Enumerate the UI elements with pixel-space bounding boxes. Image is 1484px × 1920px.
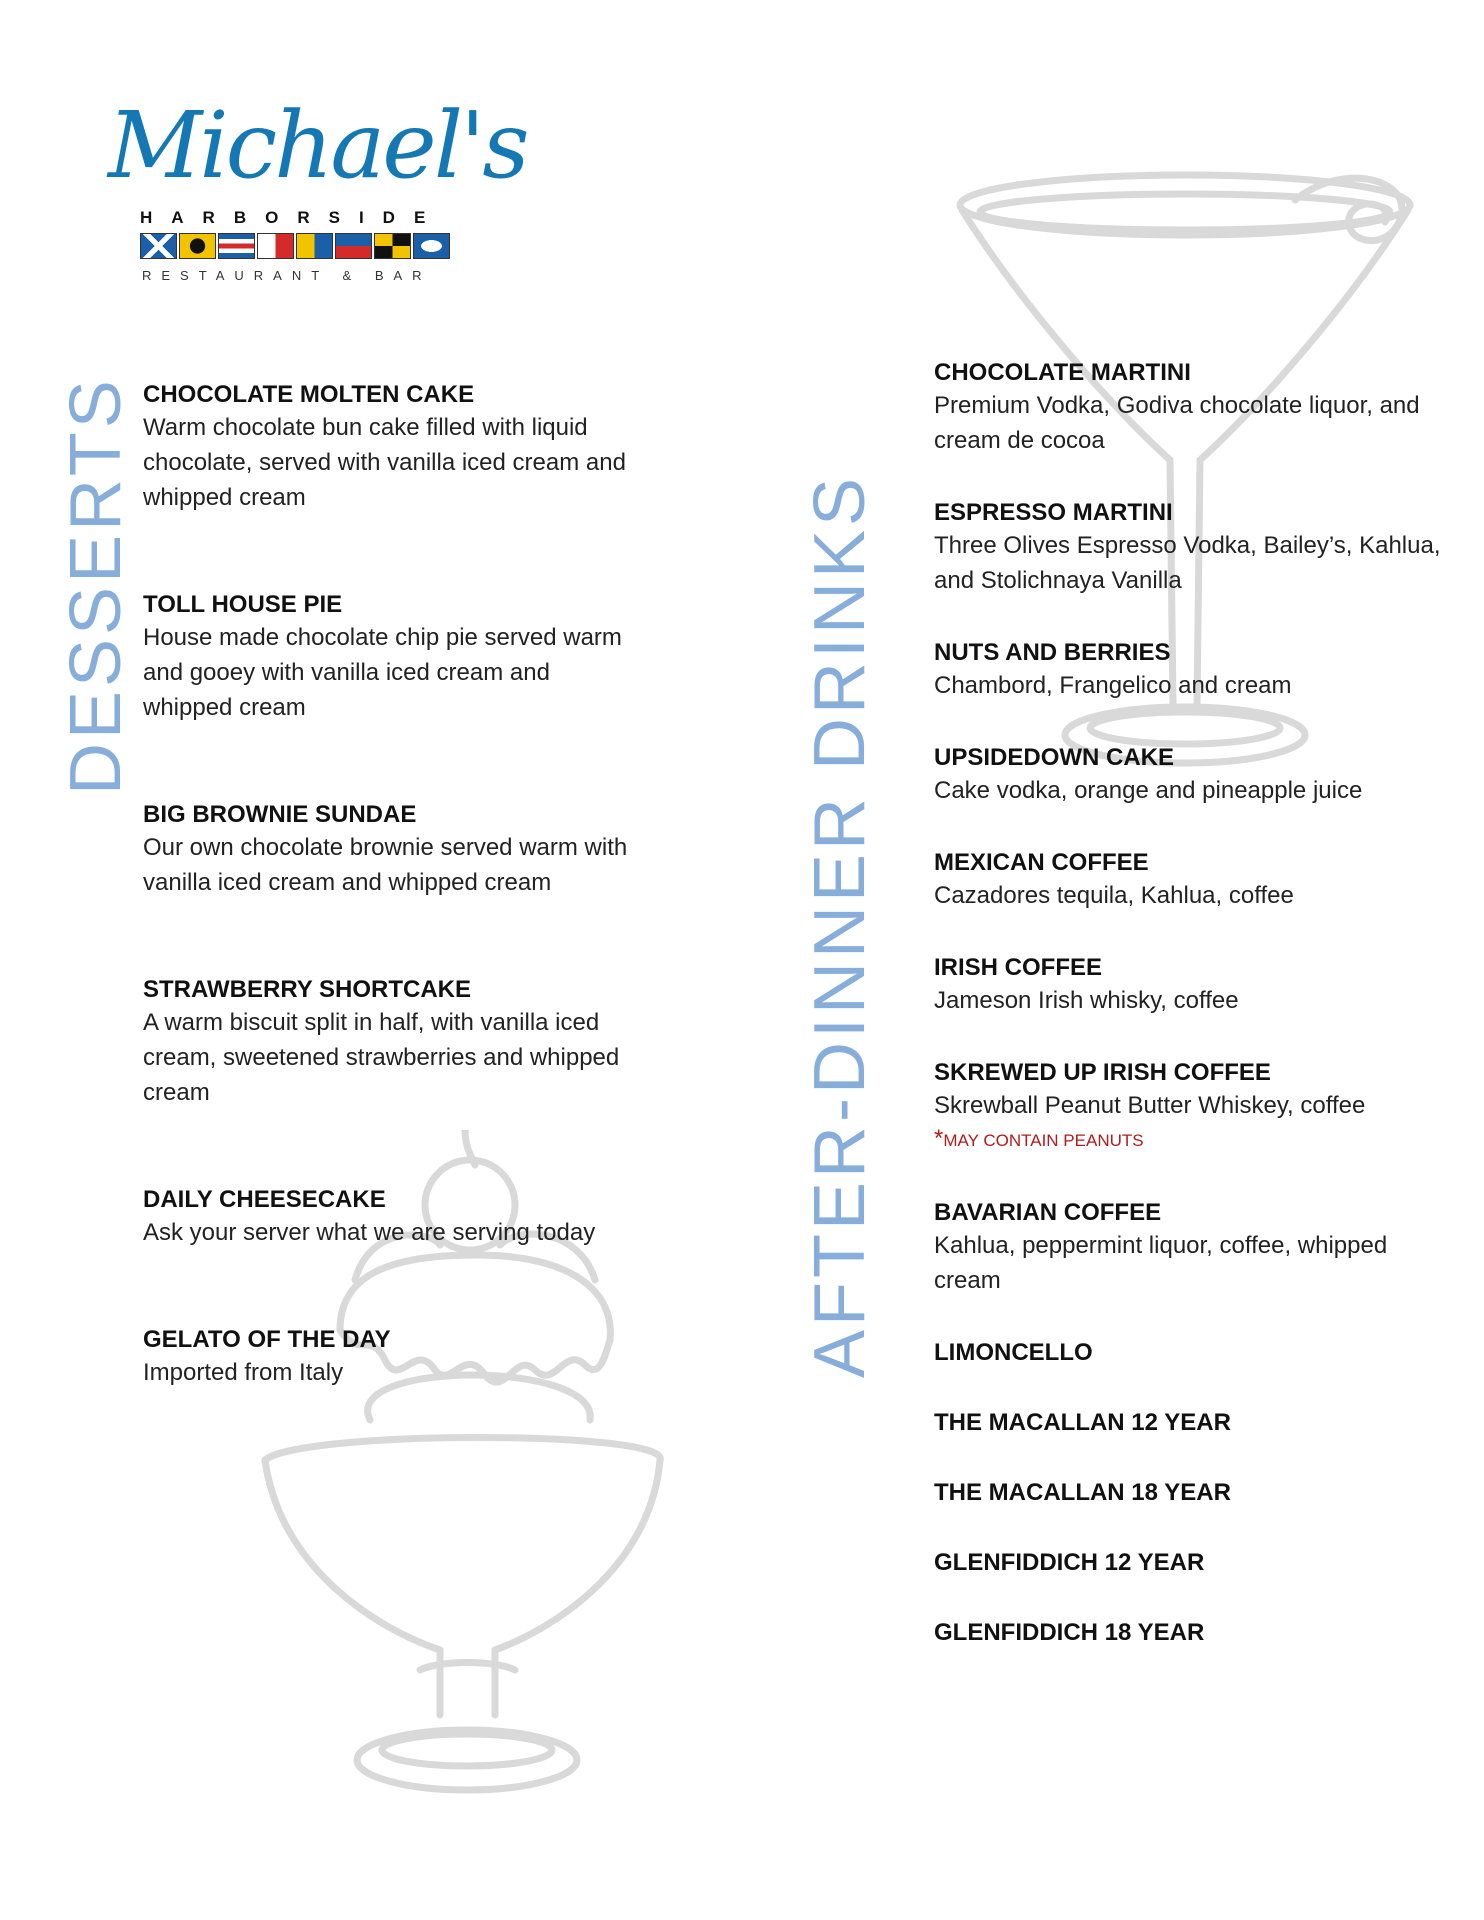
item-name: MEXICAN COFFEE: [934, 849, 1149, 876]
item-name: TOLL HOUSE PIE: [143, 591, 343, 618]
menu-item: [143, 590, 643, 725]
logo-harborside-text: HARBORSIDE: [140, 208, 445, 227]
item-name: ESPRESSO MARTINI: [934, 499, 1173, 526]
flag-h: [257, 233, 294, 259]
item-name: LIMONCELLO: [934, 1339, 1093, 1366]
logo-script-text: Michael's: [108, 92, 527, 199]
desserts-heading: DESSERTS: [56, 376, 136, 795]
logo-subtitle: RESTAURANT & BAR: [142, 268, 432, 283]
menu-item: [143, 975, 643, 1110]
item-description: Skrewball Peanut Butter Whiskey, coffee: [934, 1092, 1366, 1119]
flag-l: [374, 233, 411, 259]
flag-m: [140, 233, 177, 259]
item-description: Kahlua, peppermint liquor, coffee, whipped cream: [934, 1232, 1388, 1294]
menu-item: [934, 1058, 1454, 1153]
menu-item: [143, 380, 643, 515]
item-description: Ask your server what we are serving today: [143, 1219, 596, 1246]
item-description: Jameson Irish whisky, coffee: [934, 987, 1239, 1014]
item-name: BIG BROWNIE SUNDAE: [143, 801, 417, 828]
after-dinner-drinks-heading: AFTER-DINNER DRINKS: [800, 473, 880, 1378]
item-name: BAVARIAN COFFEE: [934, 1199, 1162, 1226]
menu-item: [143, 800, 643, 900]
allergy-warning-text: MAY CONTAIN PEANUTS: [943, 1131, 1144, 1150]
item-description: Our own chocolate brownie served warm with vanilla iced cream and whipped cream: [143, 834, 628, 896]
menu-item: [934, 1338, 1454, 1368]
menu-item: [934, 1618, 1454, 1648]
item-name: CHOCOLATE MOLTEN CAKE: [143, 381, 475, 408]
item-description: Cake vodka, orange and pineapple juice: [934, 777, 1363, 804]
allergy-warning: [934, 1127, 1454, 1153]
item-description: Premium Vodka, Godiva chocolate liquor, and cream de cocoa: [934, 392, 1420, 454]
item-name: NUTS AND BERRIES: [934, 639, 1171, 666]
item-description: Chambord, Frangelico and cream: [934, 672, 1292, 699]
item-name: GLENFIDDICH 12 YEAR: [934, 1549, 1205, 1576]
menu-item: [934, 1408, 1454, 1438]
item-description: A warm biscuit split in half, with vanilla iced cream, sweetened strawberries and whipped cream: [143, 1009, 620, 1106]
flag-c: [218, 233, 255, 259]
item-name: THE MACALLAN 12 YEAR: [934, 1409, 1231, 1436]
martini-glass-watermark: [945, 160, 1484, 800]
menu-item: [934, 358, 1454, 458]
menu-item: [934, 1198, 1454, 1298]
item-description: Warm chocolate bun cake filled with liquid chocolate, served with vanilla iced cream and whipped cream: [143, 414, 626, 511]
item-name: CHOCOLATE MARTINI: [934, 359, 1191, 386]
item-description: Three Olives Espresso Vodka, Bailey’s, Kahlua, and Stolichnaya Vanilla: [934, 532, 1441, 594]
item-name: GELATO OF THE DAY: [143, 1326, 391, 1353]
item-description: Cazadores tequila, Kahlua, coffee: [934, 882, 1294, 909]
item-name: UPSIDEDOWN CAKE: [934, 744, 1175, 771]
menu-item: [143, 1325, 643, 1390]
menu-item: [934, 498, 1454, 598]
item-name: GLENFIDDICH 18 YEAR: [934, 1619, 1205, 1646]
item-name: SKREWED UP IRISH COFFEE: [934, 1059, 1271, 1086]
item-name: DAILY CHEESECAKE: [143, 1186, 386, 1213]
menu-item: [934, 953, 1454, 1018]
restaurant-logo: [108, 92, 527, 290]
menu-item: [934, 1478, 1454, 1508]
menu-item: [934, 638, 1454, 703]
flag-k: [296, 233, 333, 259]
asterisk: *: [934, 1125, 944, 1152]
flag-i: [179, 233, 216, 259]
menu-item: [143, 1185, 643, 1250]
item-name: STRAWBERRY SHORTCAKE: [143, 976, 472, 1003]
item-name: THE MACALLAN 18 YEAR: [934, 1479, 1231, 1506]
menu-item: [934, 743, 1454, 808]
item-name: IRISH COFFEE: [934, 954, 1103, 981]
item-description: House made chocolate chip pie served warm and gooey with vanilla iced cream and whipped cream: [143, 624, 622, 721]
menu-item: [934, 1548, 1454, 1578]
flag-p: [413, 233, 450, 259]
flag-e: [335, 233, 372, 259]
nautical-flags: [140, 233, 450, 259]
item-description: Imported from Italy: [143, 1359, 344, 1386]
menu-item: [934, 848, 1454, 913]
